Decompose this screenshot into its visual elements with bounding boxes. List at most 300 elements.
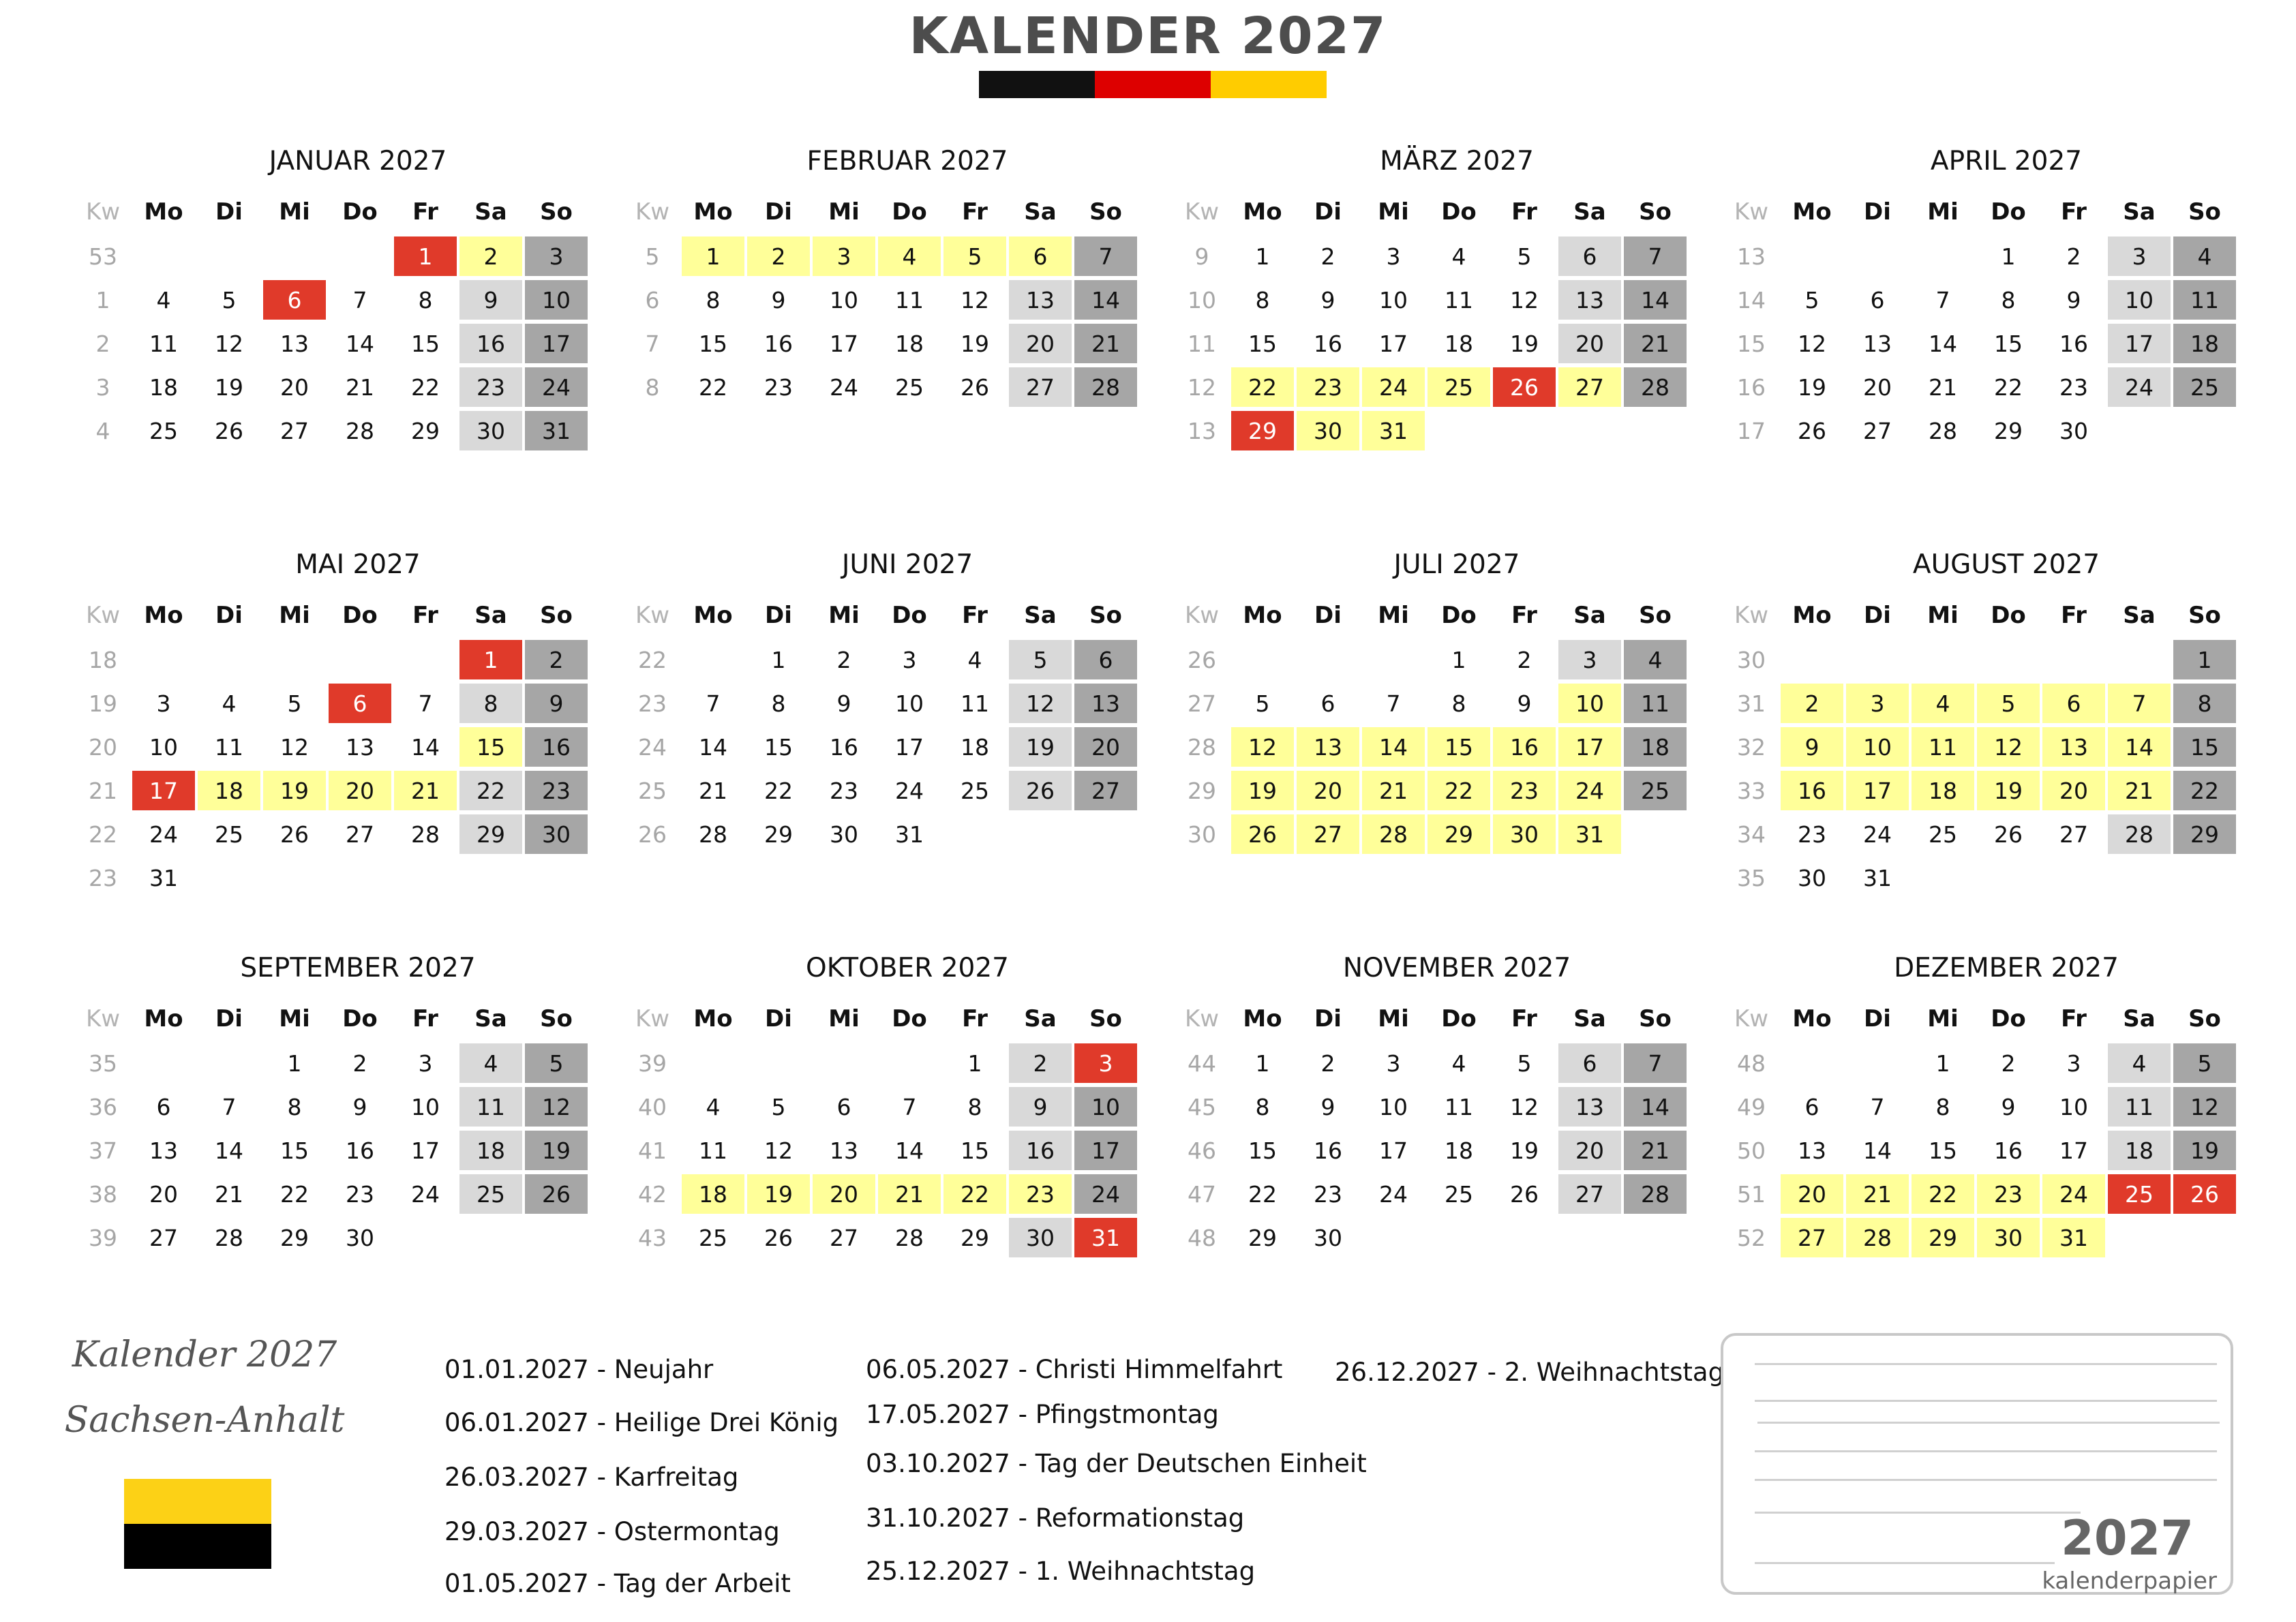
brand-name: kalenderpapier [2042,1567,2217,1595]
week-number: 8 [645,373,660,401]
day-cell: 3 [1558,640,1621,679]
day-cell [1912,236,1974,276]
week-row [624,278,1136,322]
day-cell: 9 [459,280,522,320]
week-row [624,1085,1136,1129]
day-cell: 21 [1624,1131,1687,1170]
day-cell: 14 [1863,1137,1892,1164]
week-number: 16 [1737,373,1766,401]
day-cell: 22 [1994,373,2023,401]
week-row [75,1085,586,1129]
day-cell [198,1043,260,1083]
day-cell: 11 [459,1087,522,1127]
weekday-label: Do [342,1005,378,1032]
vacation-day-cell: 20 [1781,1174,1843,1214]
day-cell [1362,640,1425,679]
vacation-day-cell: 3 [813,236,875,276]
day-cell [263,640,326,679]
day-cell [943,814,1006,854]
vacation-day-cell: 27 [1781,1218,1843,1257]
vacation-day-cell: 2 [459,236,522,276]
day-cell: 23 [459,367,522,407]
week-number: 51 [1737,1180,1766,1208]
week-number: 22 [89,821,117,848]
day-cell: 21 [1624,324,1687,363]
holiday-entry: 06.01.2027 - Heilige Drei König [444,1408,839,1437]
day-cell: 30 [2059,417,2088,444]
day-cell [2108,858,2171,898]
day-cell: 18 [149,373,178,401]
week-row [624,365,1136,409]
day-cell: 26 [1798,417,1826,444]
day-cell: 5 [2173,1043,2236,1083]
day-cell [1977,858,2040,898]
week-row [1723,682,2235,725]
day-cell: 8 [418,286,433,313]
vacation-day-cell: 31 [2042,1218,2105,1257]
day-cell: 11 [895,286,924,313]
week-row [624,725,1136,769]
weekday-label: Mi [1378,1005,1409,1032]
day-cell: 4 [2108,1043,2171,1083]
vacation-day-cell: 28 [1362,814,1425,854]
day-cell: 14 [346,330,374,357]
week-number: 48 [1737,1050,1766,1077]
month-9 [75,943,586,1259]
day-cell: 29 [961,1224,989,1251]
vacation-day-cell: 6 [2042,684,2105,723]
day-cell: 21 [1929,373,1957,401]
vacation-day-cell: 21 [394,771,457,810]
day-cell: 6 [1558,1043,1621,1083]
month-2 [624,136,1136,409]
day-cell [1912,858,1974,898]
holiday-day-cell: 1 [459,640,522,679]
holiday-entry: 26.03.2027 - Karfreitag [444,1463,739,1492]
week-row [1723,638,2235,682]
day-cell [263,236,326,276]
day-cell: 13 [149,1137,178,1164]
flag-stripe-red [1095,71,1211,98]
vacation-day-cell: 7 [2108,684,2171,723]
day-cell [1846,1043,1909,1083]
day-cell: 25 [895,373,924,401]
day-cell: 5 [525,1043,588,1083]
day-cell: 17 [2059,1137,2088,1164]
day-cell: 24 [149,821,178,848]
day-cell: 6 [1074,640,1137,679]
day-cell: 15 [764,733,793,761]
weekday-label: So [1089,198,1122,226]
day-cell: 8 [967,1093,982,1120]
day-cell: 8 [459,684,522,723]
month-8 [1723,540,2235,900]
week-row [1174,278,1685,322]
day-cell: 22 [764,777,793,804]
week-number: 49 [1737,1093,1766,1120]
vacation-day-cell: 23 [1977,1174,2040,1214]
day-cell: 8 [1935,1093,1950,1120]
day-cell: 6 [836,1093,851,1120]
day-cell: 3 [1386,243,1401,270]
vacation-day-cell: 31 [1362,411,1425,450]
note-line [1755,1450,2217,1452]
week-row [75,769,586,812]
week-row [624,234,1136,278]
vacation-day-cell: 26 [1231,814,1294,854]
day-cell: 17 [525,324,588,363]
week-row [1174,1041,1685,1085]
day-cell: 2 [2066,243,2081,270]
weekday-label: So [2188,602,2221,629]
week-number: 23 [89,864,117,891]
day-cell: 27 [2059,821,2088,848]
day-cell [1493,1218,1556,1257]
week-number-header: Kw [85,1005,121,1032]
weekday-label: Sa [1573,602,1606,629]
weekday-label: Di [765,1005,792,1032]
day-cell: 12 [2173,1087,2236,1127]
day-cell: 19 [961,330,989,357]
day-cell: 1 [2173,640,2236,679]
week-row [1723,812,2235,856]
day-cell: 17 [830,330,858,357]
weekday-label: Mo [693,198,733,226]
weekday-label: So [540,602,573,629]
week-row [75,322,586,365]
week-row [1723,409,2235,453]
week-row [1723,856,2235,900]
day-cell: 12 [1009,684,1072,723]
day-cell [2108,640,2171,679]
week-number: 26 [638,821,667,848]
week-row [75,638,586,682]
day-cell: 15 [2173,727,2236,767]
day-cell: 20 [1009,324,1072,363]
day-cell: 8 [287,1093,302,1120]
holiday-day-cell: 25 [2108,1174,2171,1214]
day-cell: 10 [411,1093,440,1120]
vacation-day-cell: 16 [1781,771,1843,810]
week-number-header: Kw [85,602,121,629]
weekday-header [1174,593,1685,638]
week-number: 36 [89,1093,117,1120]
vacation-day-cell: 21 [878,1174,941,1214]
weekday-label: Fr [1511,602,1537,629]
vacation-day-cell: 24 [1558,771,1621,810]
week-number-header: Kw [1184,198,1220,226]
week-number: 44 [1188,1050,1216,1077]
day-cell: 15 [1248,1137,1277,1164]
day-cell [1846,640,1909,679]
week-row [75,278,586,322]
week-row [1174,322,1685,365]
vacation-day-cell: 14 [1362,727,1425,767]
week-number: 42 [638,1180,667,1208]
month-name: MÄRZ 2027 [1380,146,1534,177]
holiday-entry: 17.05.2027 - Pfingstmontag [866,1400,1219,1429]
day-cell: 10 [2059,1093,2088,1120]
day-cell: 8 [771,690,786,717]
day-cell: 3 [1386,1050,1401,1077]
weekday-header [75,593,586,638]
note-line [1755,1512,2081,1514]
day-cell: 10 [149,733,178,761]
day-cell: 20 [280,373,309,401]
day-cell [1493,411,1556,450]
day-cell: 28 [1074,367,1137,407]
day-cell: 2 [836,646,851,673]
day-cell: 27 [1558,1174,1621,1214]
vacation-day-cell: 9 [1781,727,1843,767]
weekday-label: Mi [279,602,310,629]
day-cell [1912,640,1974,679]
vacation-day-cell: 20 [329,771,391,810]
day-cell: 12 [1798,330,1826,357]
day-cell: 18 [895,330,924,357]
day-cell [1428,411,1490,450]
day-cell: 31 [1863,864,1892,891]
note-line [1755,1562,2055,1564]
weekday-label: Mi [1927,198,1959,226]
day-cell: 11 [149,330,178,357]
month-11 [1174,943,1685,1259]
day-cell: 23 [1798,821,1826,848]
weekday-label: Mo [1243,1005,1282,1032]
week-number: 2 [95,330,110,357]
week-number: 12 [1188,373,1216,401]
day-cell: 17 [2108,324,2171,363]
day-cell [394,640,457,679]
week-number: 39 [89,1224,117,1251]
day-cell: 1 [287,1050,302,1077]
day-cell: 12 [280,733,309,761]
vacation-day-cell: 17 [1558,727,1621,767]
month-name: MAI 2027 [295,549,421,580]
weekday-label: So [540,1005,573,1032]
day-cell: 26 [215,417,243,444]
day-cell: 16 [1314,1137,1342,1164]
week-row [75,365,586,409]
day-cell: 15 [1929,1137,1957,1164]
week-row [1174,812,1685,856]
vacation-day-cell: 18 [1912,771,1974,810]
weekday-label: Sa [1573,1005,1606,1032]
vacation-day-cell: 17 [1846,771,1909,810]
day-cell: 17 [1379,1137,1408,1164]
vacation-day-cell: 25 [1428,367,1490,407]
vacation-day-cell: 18 [682,1174,744,1214]
day-cell: 13 [1558,1087,1621,1127]
day-cell: 1 [1255,1050,1270,1077]
day-cell [329,858,391,898]
day-cell [1624,814,1687,854]
week-row [1174,1172,1685,1216]
week-number: 23 [638,690,667,717]
weekday-header [1174,189,1685,234]
week-number: 20 [89,733,117,761]
day-cell: 13 [1074,684,1137,723]
day-cell: 22 [699,373,727,401]
weekday-label: Di [215,602,243,629]
day-cell [1297,640,1359,679]
day-cell: 19 [215,373,243,401]
day-cell: 23 [1314,1180,1342,1208]
vacation-day-cell: 22 [1912,1174,1974,1214]
week-number-header: Kw [635,1005,670,1032]
week-row [75,1216,586,1259]
day-cell: 16 [2059,330,2088,357]
vacation-day-cell: 6 [1009,236,1072,276]
week-number: 22 [638,646,667,673]
day-cell: 14 [1624,280,1687,320]
weekday-label: Mi [1378,198,1409,226]
weekday-label: Di [215,1005,243,1032]
weekday-label: Do [892,602,927,629]
weekday-label: Sa [2123,198,2156,226]
day-cell: 1 [2001,243,2016,270]
weekday-label: Do [1991,1005,2026,1032]
day-cell: 21 [699,777,727,804]
day-cell: 11 [1445,286,1473,313]
holiday-entry: 25.12.2027 - 1. Weihnachtstag [866,1557,1256,1586]
day-cell: 7 [352,286,367,313]
day-cell: 17 [1074,1131,1137,1170]
day-cell: 25 [699,1224,727,1251]
week-number: 5 [645,243,660,270]
week-row [75,409,586,453]
day-cell: 7 [222,1093,237,1120]
day-cell: 15 [411,330,440,357]
week-number: 26 [1188,646,1216,673]
day-cell: 22 [459,771,522,810]
week-row [1174,234,1685,278]
day-cell: 11 [1445,1093,1473,1120]
week-row [1723,1216,2235,1259]
day-cell: 22 [2173,771,2236,810]
week-row [1723,322,2235,365]
day-cell: 25 [1624,771,1687,810]
weekday-label: So [1089,602,1122,629]
day-cell [198,640,260,679]
week-number: 31 [1737,690,1766,717]
day-cell: 28 [1624,1174,1687,1214]
day-cell: 10 [1379,286,1408,313]
day-cell: 31 [149,864,178,891]
holiday-entry: 03.10.2027 - Tag der Deutschen Einheit [866,1449,1367,1478]
weekday-label: Fr [962,1005,988,1032]
day-cell: 20 [1558,324,1621,363]
week-number: 25 [638,777,667,804]
week-number: 35 [1737,864,1766,891]
week-row [75,1129,586,1172]
weekday-label: Mo [693,1005,733,1032]
week-row [1723,1085,2235,1129]
day-cell: 16 [459,324,522,363]
day-cell: 25 [2173,367,2236,407]
weekday-header [624,189,1136,234]
day-cell: 10 [2108,280,2171,320]
vacation-day-cell: 29 [1428,814,1490,854]
day-cell: 11 [2108,1087,2171,1127]
day-cell: 1 [967,1050,982,1077]
vacation-day-cell: 20 [1297,771,1359,810]
day-cell: 24 [895,777,924,804]
day-cell: 7 [706,690,721,717]
holiday-day-cell: 31 [1074,1218,1137,1257]
week-row [1174,1129,1685,1172]
day-cell: 20 [1558,1131,1621,1170]
vacation-day-cell: 12 [1231,727,1294,767]
day-cell: 6 [1320,690,1335,717]
week-number: 35 [89,1050,117,1077]
month-name: AUGUST 2027 [1912,549,2100,580]
month-12 [1723,943,2235,1259]
vacation-day-cell: 14 [2108,727,2171,767]
germany-flag [979,71,1327,98]
day-cell: 29 [1248,1224,1277,1251]
day-cell: 19 [1510,330,1539,357]
day-cell: 9 [1009,1087,1072,1127]
day-cell: 5 [1517,243,1532,270]
week-row [624,682,1136,725]
week-number: 4 [95,417,110,444]
weekday-header [1723,593,2235,638]
weekday-label: Mi [1927,602,1959,629]
week-number: 40 [638,1093,667,1120]
day-cell: 26 [961,373,989,401]
vacation-day-cell: 22 [1231,367,1294,407]
week-row [1174,365,1685,409]
week-number: 43 [638,1224,667,1251]
day-cell: 9 [836,690,851,717]
week-number: 7 [645,330,660,357]
day-cell [132,236,195,276]
day-cell [2108,1218,2171,1257]
weekday-label: So [1089,1005,1122,1032]
day-cell [459,1218,522,1257]
holiday-entry: 01.01.2027 - Neujahr [444,1355,714,1384]
footer-title: Kalender 2027 [72,1334,337,1375]
week-row [624,1129,1136,1172]
weekday-label: Fr [2061,1005,2087,1032]
week-number-header: Kw [635,602,670,629]
day-cell: 26 [1009,771,1072,810]
week-number: 38 [89,1180,117,1208]
week-number: 47 [1188,1180,1216,1208]
week-row [624,322,1136,365]
note-line [1757,1422,2220,1424]
page-title: KALENDER 2027 [909,7,1387,65]
weekday-label: Do [892,1005,927,1032]
week-number: 10 [1188,286,1216,313]
holiday-day-cell: 17 [132,771,195,810]
week-row [1174,1085,1685,1129]
vacation-day-cell: 18 [198,771,260,810]
vacation-day-cell: 30 [1493,814,1556,854]
week-row [624,1041,1136,1085]
day-cell: 30 [1009,1218,1072,1257]
weekday-header [1723,996,2235,1041]
day-cell: 7 [1624,236,1687,276]
weekday-label: Mo [1792,1005,1832,1032]
day-cell [1624,1218,1687,1257]
day-cell [1781,640,1843,679]
day-cell: 15 [699,330,727,357]
footer-state-name: Sachsen-Anhalt [64,1400,345,1441]
day-cell: 10 [1074,1087,1137,1127]
day-cell: 25 [215,821,243,848]
